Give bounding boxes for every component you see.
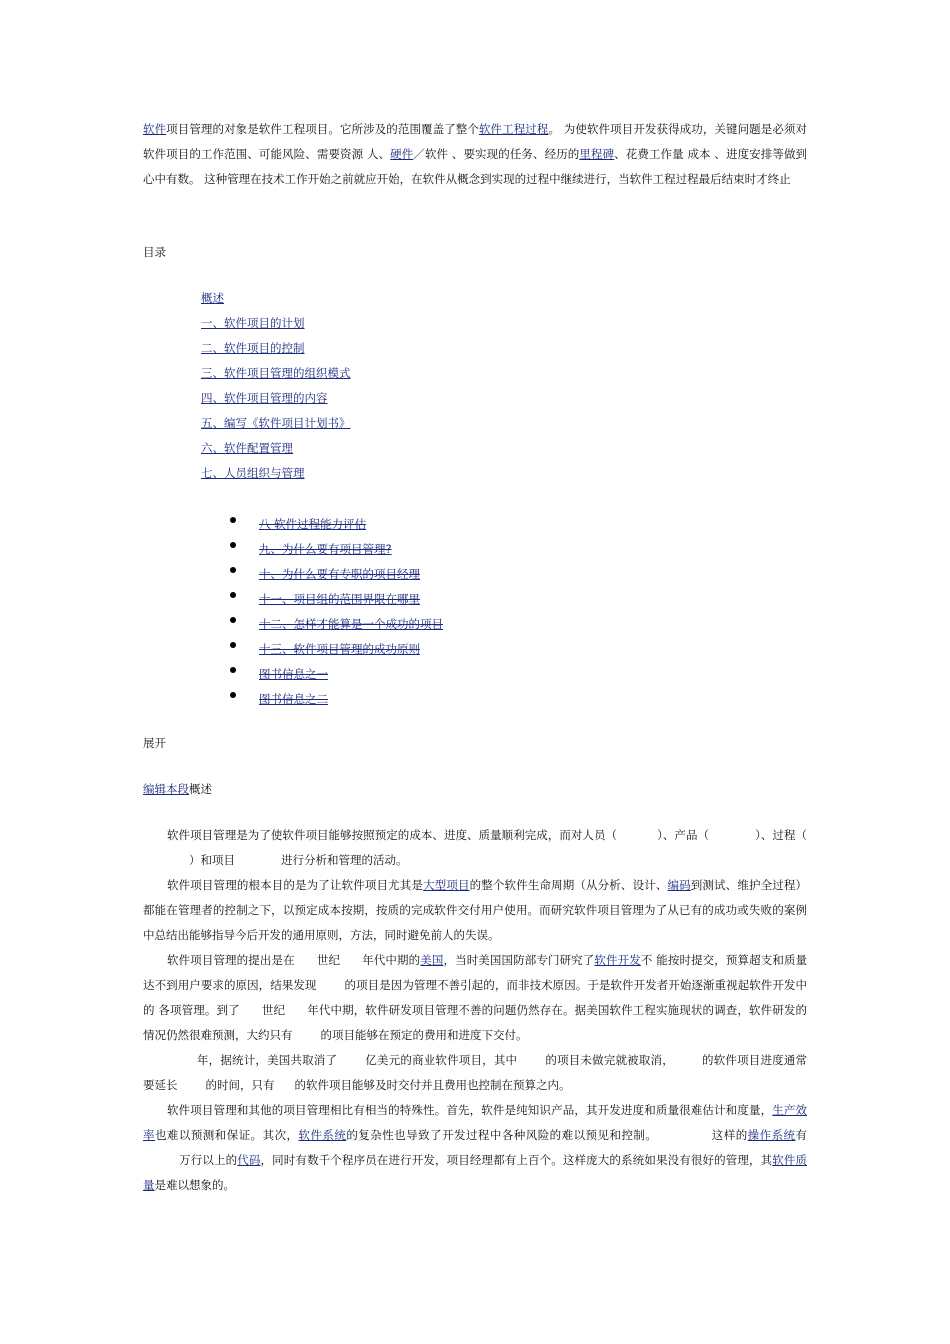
body-text: 软件项目管理的根本目的是为了让软件项目尤其是 (167, 878, 424, 892)
toc-link-content[interactable]: 四、软件项目管理的内容 (201, 391, 328, 405)
bullet-dot-icon (230, 592, 236, 598)
body-text: ）、过程（ (755, 828, 808, 842)
intro-paragraph (143, 117, 807, 192)
body-text: 不 能按时提交，预算超支和质量达不到用户要求的原因，结果发现 (143, 953, 808, 992)
body-text: 的项目能够在预定的费用和进度下交付。 (320, 1028, 528, 1042)
body-text: 的软件项目能够及时交付并且费用也控制在预算之内。 (294, 1078, 571, 1092)
toc-item (201, 289, 351, 314)
link-hardware[interactable]: 硬件 (390, 147, 414, 161)
body-paragraph-1 (143, 823, 807, 873)
bullet-link[interactable]: 图书信息之二 (259, 692, 328, 706)
bullet-item (230, 614, 443, 639)
link-code[interactable]: 代码 (237, 1153, 261, 1167)
intro-text: 。 为使软件项目开发获得成功，关键问题是必须对软件项目的工作范围、可能风险、需要资源 人、 (143, 122, 808, 161)
link-productivity[interactable]: 生产效率 (143, 1103, 807, 1142)
toc-item (201, 364, 351, 389)
bullet-dot-icon (230, 517, 236, 523)
toc-link-config[interactable]: 六、软件配置管理 (201, 441, 293, 455)
body-text: 进行分析和管理的活动。 (281, 853, 408, 867)
body-text: 的整个软件生命周期（从分析、设计、 (469, 878, 668, 892)
body-paragraph-5 (143, 1098, 807, 1198)
link-software[interactable]: 软件 (143, 122, 167, 136)
body-text: 万行以上的 (179, 1153, 238, 1167)
bullet-item (230, 564, 443, 589)
intro-text: 、花费工作量 成本 、进度安排等做到心中有数。 这种管理在技术工作开始之前就应开始，在软件从概念到实现的过程中继续进行，当软件工程过程最后结束时才终止 (143, 147, 808, 186)
intro-text: 项目管理的对象是软件工程项目。它所涉及的范围覆盖了整个 (166, 122, 479, 136)
body-paragraph-4 (143, 1048, 807, 1098)
bullet-link[interactable]: 十二、怎样才能算是一个成功的项目 (259, 617, 443, 631)
section-title: 概述 (189, 782, 212, 796)
toc-bullet-list (230, 514, 443, 714)
body-text: 这样的 (711, 1128, 748, 1142)
toc-link-plan[interactable]: 一、软件项目的计划 (201, 316, 305, 330)
body-text: 的时间，只有 (205, 1078, 275, 1092)
edit-section-link[interactable]: 编辑本段 (143, 782, 189, 796)
body-text: 的项目是因为管理不善引起的，而非技术原因。于是软件开发者开始逐渐重视起软件开发中的 各项管理。到了 (143, 978, 807, 1017)
toc-item (201, 314, 351, 339)
body-text: 软件项目管理是为了使软件项目能够按照预定的成本、进度、质量顺利完成，而对人员（ (167, 828, 618, 842)
expand-toggle[interactable]: 展开 (143, 736, 166, 750)
bullet-link[interactable]: 图书信息之一 (259, 667, 328, 681)
toc-item (201, 414, 351, 439)
body-paragraph-2 (143, 873, 807, 948)
toc-link-plan-book[interactable]: 五、编写《软件项目计划书》 (201, 416, 351, 430)
table-of-contents (201, 289, 351, 489)
body-text: 年代中期，软件研发项目管理不善的问题仍然存在。据美国软件工程实施现状的调查，软件研发的情况仍然很难预测，大约只有 (143, 1003, 808, 1042)
toc-title: 目录 (143, 245, 166, 259)
body-text: 年，据统计，美国共取消了 (197, 1053, 338, 1067)
toc-item (201, 389, 351, 414)
bullet-item (230, 539, 443, 564)
body-paragraph-3 (143, 948, 807, 1048)
bullet-link[interactable]: 十一、项目组的范围界限在哪里 (259, 592, 420, 606)
toc-link-overview[interactable]: 概述 (201, 291, 224, 305)
toc-link-control[interactable]: 二、软件项目的控制 (201, 341, 305, 355)
link-software-dev[interactable]: 软件开发 (594, 953, 641, 967)
link-milestone[interactable]: 里程碑 (579, 147, 615, 161)
link-operating-system[interactable]: 操作系统 (747, 1128, 796, 1142)
body-text: ）、产品（ (657, 828, 710, 842)
article-body (143, 823, 807, 1198)
section-heading (143, 781, 212, 797)
body-text: 到测试、维护全过程）都能在管理者的控制之下，以预定成本按期，按质的完成软件交付用户使用。而研究软件项目管理为了从已有的成功或失败的案例中总结出能够指导今后开发的通用原则，方法，同时避免前人的失误。 (143, 878, 808, 942)
toc-link-personnel[interactable]: 七、人员组织与管理 (201, 466, 305, 480)
body-text: 亿美元的商业软件项目，其中 (365, 1053, 518, 1067)
bullet-link[interactable]: 十三、软件项目管理的成功原则 (259, 642, 420, 656)
toc-item (201, 439, 351, 464)
body-text: 的项目未做完就被取消， (545, 1053, 674, 1067)
toc-link-org-mode[interactable]: 三、软件项目管理的组织模式 (201, 366, 351, 380)
toc-item (201, 464, 351, 489)
link-software-system[interactable]: 软件系统 (298, 1128, 347, 1142)
body-text: 软件项目管理和其他的项目管理相比有相当的特殊性。首先，软件是纯知识产品，其开发进度和质量很难估计和度量， (167, 1103, 773, 1117)
body-text: 世纪 (316, 953, 341, 967)
body-text: 的复杂性也导致了开发过程中各种风险的难以预见和控制。 (346, 1128, 658, 1142)
intro-text: ／软件 、要实现的任务、经历的 (413, 147, 580, 161)
bullet-dot-icon (230, 617, 236, 623)
body-text: 的软件项目进度通常要延长 (143, 1053, 808, 1092)
body-text: 是难以想象的。 (154, 1178, 235, 1192)
body-text: 有 (795, 1128, 808, 1142)
bullet-item (230, 664, 443, 689)
bullet-link[interactable]: 九、为什么要有项目管理? (259, 542, 392, 556)
bullet-dot-icon (230, 667, 236, 673)
bullet-item (230, 589, 443, 614)
link-usa[interactable]: 美国 (420, 953, 444, 967)
bullet-dot-icon (230, 692, 236, 698)
body-text: ）和项目 (189, 853, 235, 867)
bullet-link[interactable]: 八 软件过程能力评估 (259, 517, 367, 531)
bullet-dot-icon (230, 567, 236, 573)
link-software-engineering-process[interactable]: 软件工程过程 (478, 122, 549, 136)
bullet-link[interactable]: 十、为什么要有专职的项目经理 (259, 567, 420, 581)
bullet-dot-icon (230, 642, 236, 648)
body-text: 世纪 (261, 1003, 286, 1017)
link-coding[interactable]: 编码 (667, 878, 691, 892)
toc-item (201, 339, 351, 364)
bullet-item (230, 514, 443, 539)
link-software-quality[interactable]: 软件质量 (143, 1153, 808, 1192)
body-text: 也难以预测和保证。其次， (154, 1128, 299, 1142)
body-text: 年代中期的 (362, 953, 421, 967)
body-text: 软件项目管理的提出是在 (167, 953, 295, 967)
bullet-item (230, 689, 443, 714)
bullet-dot-icon (230, 542, 236, 548)
bullet-item (230, 639, 443, 664)
link-large-project[interactable]: 大型项目 (423, 878, 470, 892)
body-text: ，当时美国国防部专门研究了 (443, 953, 595, 967)
body-text: ，同时有数千个程序员在进行开发，项目经理都有上百个。这样庞大的系统如果没有很好的管理，其 (260, 1153, 773, 1167)
